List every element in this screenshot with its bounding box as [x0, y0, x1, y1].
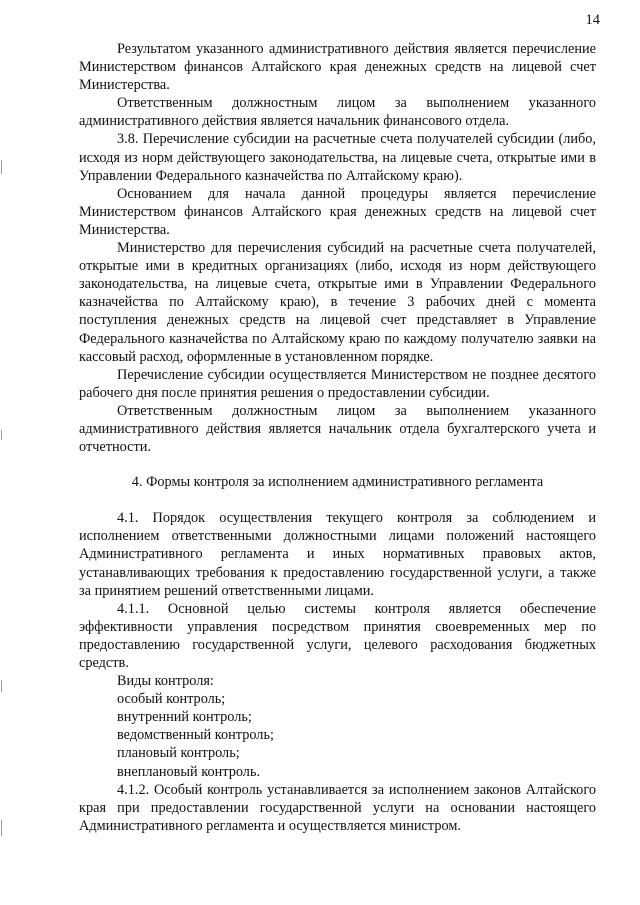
paragraph: Перечисление субсидии осуществляется Министерством не позднее десятого рабочего дня после принятия решения о предоставлении субсидии.: [79, 366, 596, 401]
paragraph: 4.1.2. Особый контроль устанавливается за исполнением законов Алтайского края при предоставлении государственной услуги на основании настоящего Административного регламента и осуществляется министром.: [79, 781, 596, 834]
margin-mark: [1, 160, 2, 174]
paragraph: Основанием для начала данной процедуры является перечисление Министерством финансов Алтайского края денежных средств на лицевой счет Министерства.: [79, 185, 596, 238]
section-heading: 4. Формы контроля за исполнением административного регламента: [131, 474, 544, 491]
list-item: внеплановый контроль.: [117, 763, 261, 780]
paragraph: Министерство для перечисления субсидий на расчетные счета получателей, открытые ими в кредитных организациях (либо, исходя из норм действующего законодательства, на лицевые счета, открытые ими в Управлении Федерального казначейства по Алтайскому краю), в течение 3 рабочих дней с момента поступления денежных средств на лицевой счет представляет в Управление Федерального казначейства по Алтайскому краю по каждому получателю заявки на кассовый расход, оформленные в установленном порядке.: [79, 240, 596, 365]
paragraph: Ответственным должностным лицом за выполнением указанного административного действия является начальник финансового отдела.: [79, 95, 596, 130]
margin-mark: [1, 820, 2, 836]
paragraph: 4.1.1. Основной целью системы контроля является обеспечение эффективности управления посредством принятия своевременных мер по предоставлению государственной услуги, целевого расходования бюджетных средств.: [79, 600, 596, 671]
margin-mark: [1, 430, 2, 440]
paragraph: 3.8. Перечисление субсидии на расчетные счета получателей субсидии (либо, исходя из норм действующего законодательства, на лицевые счета, открытые ими в Управлении Федерального казначейства по Алтайскому краю).: [79, 131, 596, 184]
control-types-label: Виды контроля:: [117, 673, 214, 690]
margin-mark: [1, 680, 2, 692]
control-types-list: [79, 690, 596, 780]
paragraph: Ответственным должностным лицом за выполнением указанного административного действия является начальник отдела бухгалтерского учета и отчетности.: [79, 402, 596, 456]
list-item: особый контроль;: [117, 691, 226, 708]
list-item: ведомственный контроль;: [117, 727, 274, 744]
paragraph: 4.1. Порядок осуществления текущего контроля за соблюдением и исполнением ответственными должностными лицами положений настоящего Административного регламента и иных нормативных правовых актов, устанавливающих требования к предоставлению государственной услуги, а также за принятием решений ответственными лицами.: [79, 510, 596, 599]
paragraph: Результатом указанного административного действия является перечисление Министерством финансов Алтайского края денежных средств на лицевой счет Министерства.: [79, 41, 596, 94]
list-item: плановый контроль;: [117, 745, 240, 762]
document-body: [79, 40, 596, 835]
list-item: внутренний контроль;: [117, 709, 252, 726]
page-number: 14: [585, 12, 600, 28]
